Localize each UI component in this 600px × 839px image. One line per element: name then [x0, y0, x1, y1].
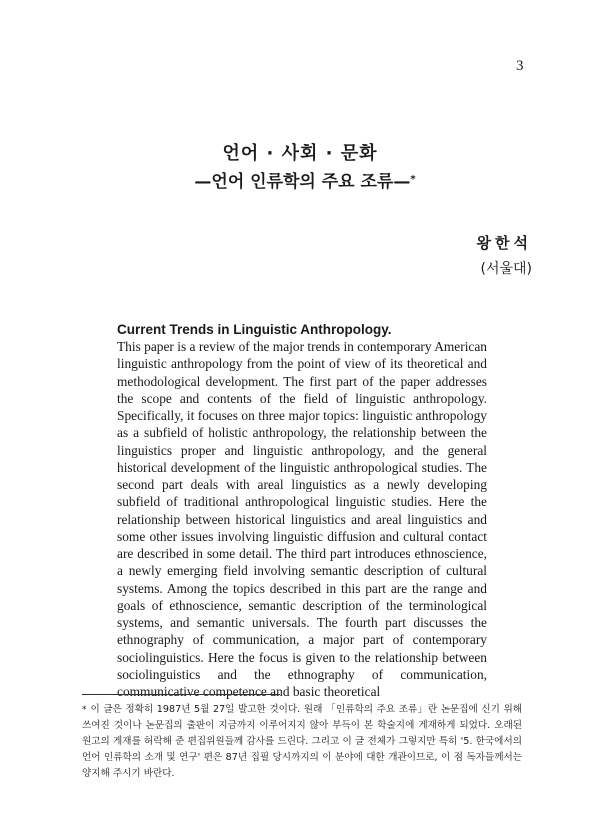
paper-title: 언어 · 사회 · 문화 [222, 143, 378, 164]
author-block [477, 232, 532, 280]
paper-subtitle [0, 169, 600, 195]
title-footnote-marker: * [410, 174, 416, 185]
footnote-text: 이 글은 정확히 1987년 5월 27일 발고한 것이다. 원래 「인류학의 주요 조류」란 논문집에 신기 위해 쓰여진 것이나 논문집의 출판이 지금까지 이루어지지 않아 부득이 본 학술지에 게재하게 되었다. 오래된 원고의 게재를 허락해 준 편집위원들께 감사를 드린다. 그리고 이 글 전체가 그렇지만 특히 '5. 한국에서의 언어 인류학의 소개 및 연구' 편은 87년 집필 당시까지의 이 분야에 대한 개관이므로, 이 점 독자들께서는 양지해 주시기 바란다. [82, 704, 522, 779]
abstract [117, 321, 487, 700]
author-affiliation: (서울대) [480, 261, 532, 277]
abstract-body: This paper is a review of the major trends in contemporary American linguistic anthropology from the point of view of its theoretical and methodological development. The first part of the paper addresses the scope and contents of the field of linguistic anthropology. Specifically, it focuses on three major topics: linguistic anthropology as a subfield of holistic anthropology, the relationship between the linguistics proper and linguistic anthropology, and the general historical development of the linguistic anthropological studies. The second part deals with areal linguistics as a newly developing subfield of traditional anthropological linguistic studies. Here the relationship between historical linguistics and areal linguistics and some other issues involving linguistic diffusion and cultural contact are described in some detail. The third part introduces ethnoscience, a newly emerging field involving semantic description of cultural systems. Among the topics described in this part are the range and goals of ethnoscience, semantic description of the terminological systems, and semantic universals. The fourth part discusses the ethnography of communication, a major part of contemporary sociolinguistics. Here the focus is given to the relationship between sociolinguistics and the ethnography of communication, communicative competence and basic theoretical [117, 339, 487, 699]
title-block [0, 141, 600, 195]
page-number: 3 [516, 58, 524, 74]
footnote-marker: * [82, 705, 87, 715]
author-name: 왕한석 [476, 234, 532, 252]
footnote [82, 702, 522, 782]
paper-subtitle-text: —언어 인류학의 주요 조류— [194, 172, 411, 192]
footnote-divider [82, 694, 280, 695]
abstract-heading: Current Trends in Linguistic Anthropology. [117, 322, 392, 337]
